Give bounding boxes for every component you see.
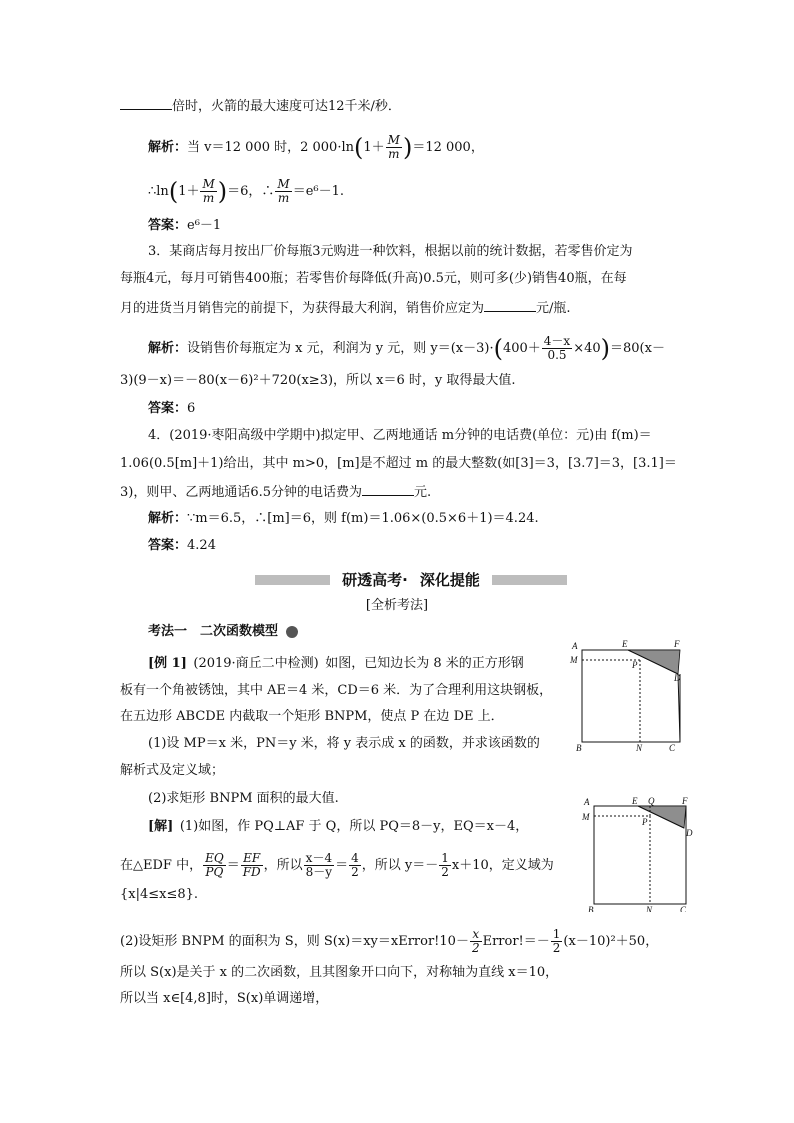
fraction: $\frac{4-x}{0.5}$ [543,334,571,362]
fraction: $\frac{1}{2}$ [441,851,449,879]
solution-label: 解析： [148,140,188,155]
solution-2-line-2: ∴ln(1＋ $\frac{M}{m}$ )＝6，∴ $\frac{M}{m}$ ＝e⁶－1. [148,177,345,206]
label-E: E [622,639,628,649]
answer-4: 答案：4.24 [148,538,216,553]
method-dot-icon [286,626,298,638]
question-4-line-1: 4．(2019·枣阳高级中学期中)拟定甲、乙两地通话 m分钟的电话费(单位：元)由 f(m)＝ [148,428,652,443]
fraction: $\frac{M}{m}$ [387,133,400,161]
fraction: $\frac{1}{2}$ [552,927,561,955]
solution-line-2: 在△EDF 中， $\frac{EQ}{PQ}$ ＝ $\frac{EF}{FD}$ ，所以 $\frac{x-4}{8-y}$ ＝ $\frac{4}{2}$ ，所以 y＝－ $\frac{1}{2}$ x＋10，定义域为 [120,851,554,879]
example-1-line-5: 解析式及定义域； [120,763,225,778]
label-A: A [584,797,590,807]
label-A: A [572,641,578,651]
label-E: E [632,796,638,806]
fraction: $\frac{EQ}{PQ}$ [205,851,224,879]
answer-blank [120,96,172,110]
answer-3: 答案：6 [148,401,196,416]
solution-3-line-2: 3)(9－x)＝－80(x－6)²＋720(x≥3)，所以 x＝6 时，y 取得最大值. [120,373,516,388]
answer-blank [484,298,536,312]
label-C: C [669,743,676,753]
label-C: C [680,905,687,912]
figure-1 [566,638,690,754]
label-B: B [588,905,594,912]
solution-2-line-1: 解析：当 v＝12 000 时，2 000·ln(1＋ $\frac{M}{m}$ )＝12 000， [148,133,484,162]
fraction: $\frac{M}{m}$ [277,177,290,205]
example-1-line-4: (1)设 MP＝x 米，PN＝y 米，将 y 表示成 x 的函数，并求该函数的 [148,736,540,751]
label-N: N [646,905,653,912]
question-3-line-1: 3．某商店每月按出厂价每瓶3元购进一种饮料，根据以前的统计数据，若零售价定为 [148,244,633,259]
example-1-line-3: 在五边形 ABCDE 内截取一个矩形 BNPM，使点 P 在边 DE 上． [120,709,504,724]
question-4-line-2: 1.06(0.5[m]＋1)给出，其中 m>0，[m]是不超过 m 的最大整数(如[3]＝3，[3.7]＝3，[3.1]＝ [120,456,677,471]
label-F: F [682,796,688,806]
answer-2: 答案：e⁶－1 [148,218,222,233]
label-Q: Q [648,796,655,806]
question-4-line-3: 3)，则甲、乙两地通话6.5分钟的电话费为 元. [120,482,431,502]
label-P: P [632,660,638,670]
method-heading: 考法一 二次函数模型 [148,623,298,641]
solution-4: 解析：∵m＝6.5，∴[m]＝6，则 f(m)＝1.06×(0.5×6＋1)＝4.24. [148,511,539,526]
solution-line-4: (2)设矩形 BNPM 的面积为 S，则 S(x)＝xy＝xError!10－ $\frac{x}{2}$ Error!＝－ $\frac{1}{2}$ (x－10)²＋50， [120,927,659,955]
fraction: $\frac{EF}{FD}$ [242,851,261,879]
solution-line-1: [解] (1)如图，作 PQ⊥AF 于 Q，所以 PQ＝8－y，EQ＝x－4， [148,819,529,834]
solution-line-3: {x|4≤x≤8}. [120,887,199,902]
example-1-line-6: (2)求矩形 BNPM 面积的最大值. [148,791,339,806]
label-D: D [674,673,681,683]
solution-3-line-1: 解析：设销售价每瓶定为 x 元，利润为 y 元，则 y＝(x－3)·(400＋ $\frac{4-x}{0.5}$ ×40)＝80(x－ [148,334,665,363]
figure-2 [580,796,704,912]
solution-line-6: 所以当 x∈[4,8]时，S(x)单调递增， [120,991,329,1006]
section-banner: 研透高考· 深化提能 [255,570,567,590]
question-3-line-2: 每瓶4元，每月可销售400瓶；若零售价每降低(升高)0.5元，则可多(少)销售40瓶，在每 [120,271,627,286]
question-3-line-3: 月的进货当月销售完的前提下，为获得最大利润，销售价应定为 元/瓶. [120,298,571,318]
fraction: $\frac{x-4}{8-y}$ [305,851,333,879]
line-1: 倍时，火箭的最大速度可达12千米/秒． [120,96,401,116]
label-B: B [576,743,582,753]
example-1-line-1: [例 1] (2019·商丘二中检测) 如图，已知边长为 8 米的正方形钢 [148,656,524,671]
fraction: $\frac{x}{2}$ [471,927,480,955]
solution-line-5: 所以 S(x)是关于 x 的二次函数，且其图象开口向下，对称轴为直线 x＝10， [120,965,559,980]
fraction: $\frac{4}{2}$ [351,851,359,879]
label-M: M [570,655,578,665]
label-F: F [674,639,680,649]
answer-blank [362,482,414,496]
fraction: $\frac{M}{m}$ [202,177,215,205]
section-subtitle: [全析考法] [365,598,429,613]
example-1-line-2: 板有一个角被锈蚀，其中 AE＝4 米，CD＝6 米．为了合理利用这块钢板， [120,683,553,698]
label-N: N [636,743,643,753]
label-P: P [642,817,648,827]
label-M: M [582,812,590,822]
label-D: D [686,828,693,838]
